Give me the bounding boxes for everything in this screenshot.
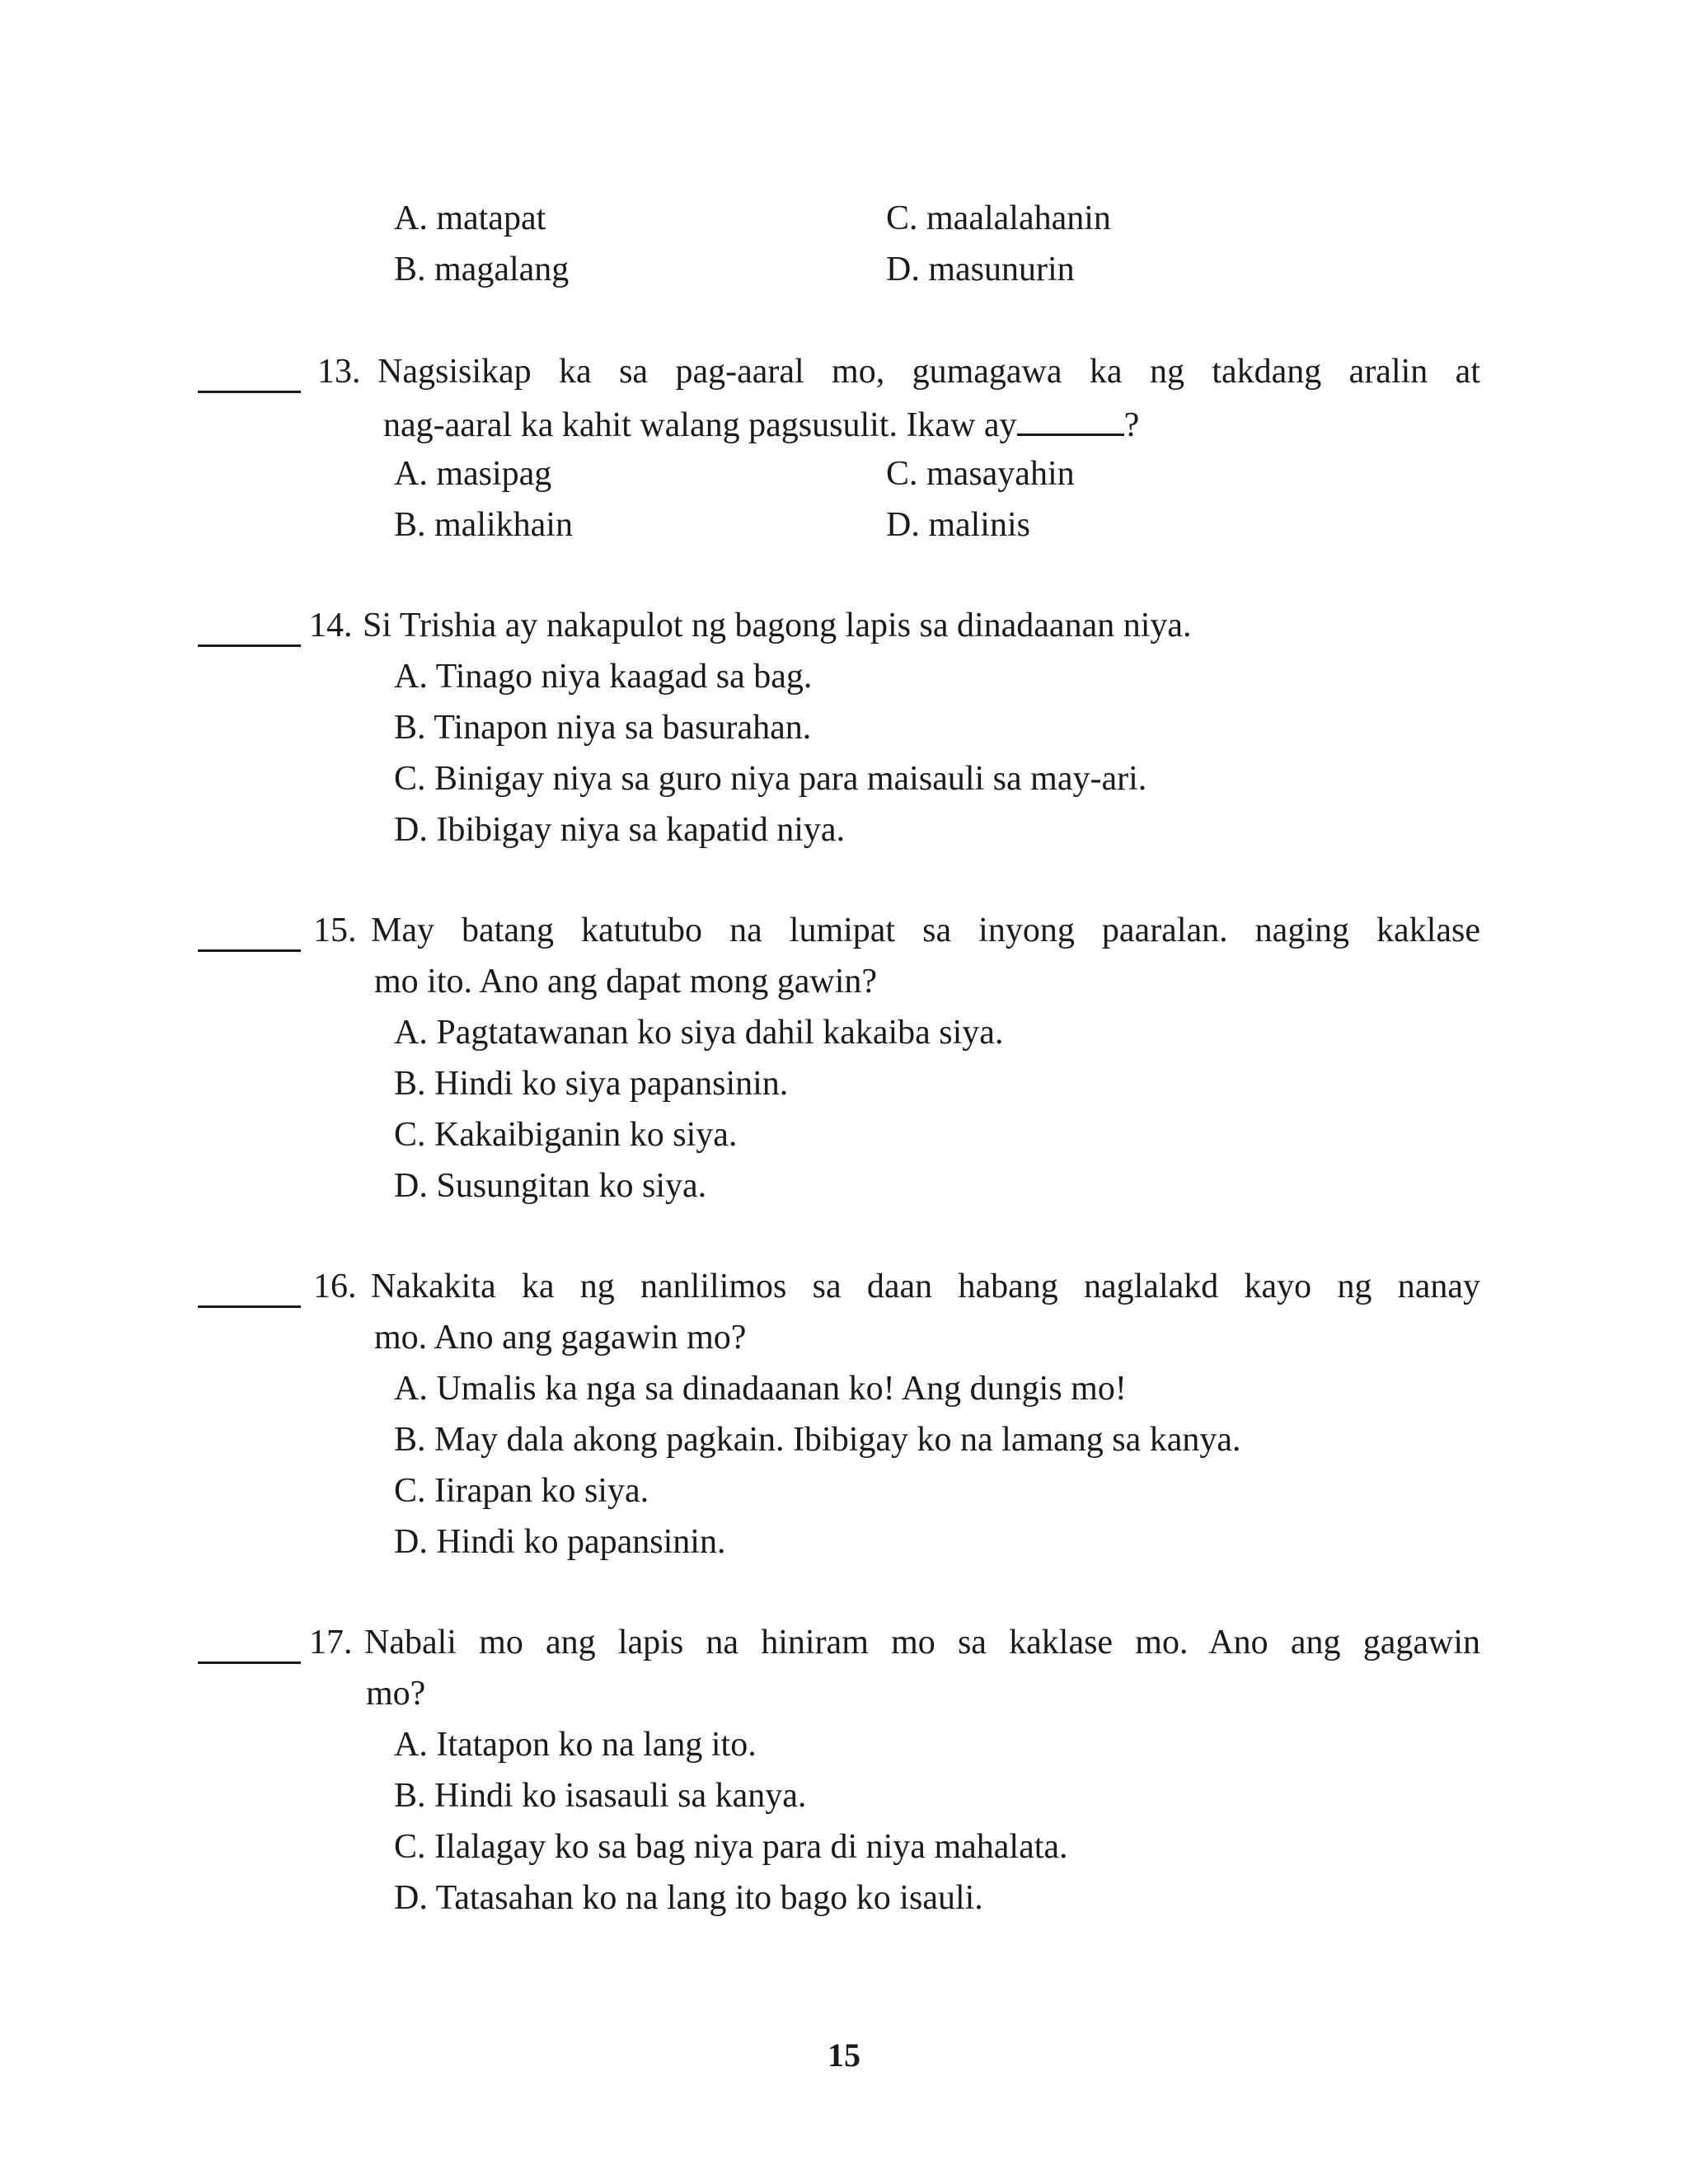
question-text: Nagsisikap ka sa pag-aaral mo, gumagawa ka ng takdang aralin at — [377, 353, 1480, 391]
question-number: 15. — [313, 912, 357, 949]
option-d: D. Hindi ko papansinin. — [394, 1523, 726, 1561]
question-number: 16. — [313, 1268, 357, 1305]
option-c: C. masayahin — [886, 455, 1075, 493]
question-text: Nakakita ka ng nanlilimos sa daan habang naglalakd kayo ng nanay — [371, 1268, 1480, 1305]
option-b: B. May dala akong pagkain. Ibibigay ko na lamang sa kanya. — [394, 1421, 1241, 1459]
question-text: May batang katutubo na lumipat sa inyong paaralan. naging kaklase — [371, 912, 1480, 949]
option-d: D. Susungitan ko siya. — [394, 1167, 707, 1205]
option-d: D. Ibibigay niya sa kapatid niya. — [394, 811, 846, 849]
option-c: C. Binigay niya sa guro niya para maisauli sa may-ari. — [394, 760, 1147, 798]
option-a: A. Pagtatawanan ko siya dahil kakaiba siya. — [394, 1014, 1004, 1052]
answer-blank[interactable] — [198, 644, 301, 647]
option-b: B. Hindi ko isasauli sa kanya. — [394, 1777, 807, 1815]
question-text-continued: mo. Ano ang gagawin mo? — [374, 1319, 747, 1357]
question-number: 13. — [317, 353, 361, 391]
question-text-continued: mo? — [366, 1675, 426, 1713]
option-a: A. Tinago niya kaagad sa bag. — [394, 658, 813, 696]
answer-blank[interactable] — [198, 391, 301, 393]
option-d: D. masunurin — [886, 251, 1075, 288]
option-c: C. maalalahanin — [886, 199, 1111, 237]
option-d: D. malinis — [886, 506, 1030, 544]
question-text: Si Trishia ay nakapulot ng bagong lapis sa dinadaanan niya. — [363, 607, 1192, 644]
inline-blank — [1017, 397, 1124, 436]
question-text-continued — [383, 397, 1139, 451]
option-c: C. Iirapan ko siya. — [394, 1472, 649, 1510]
answer-blank[interactable] — [198, 1661, 301, 1664]
option-b: B. malikhain — [394, 506, 573, 544]
question-text: Nabali mo ang lapis na hiniram mo sa kaklase mo. Ano ang gagawin — [364, 1624, 1480, 1661]
option-b: B. Hindi ko siya papansinin. — [394, 1065, 789, 1103]
question-number: 14. — [309, 607, 353, 644]
question-text-before-blank: nag-aaral ka kahit walang pagsusulit. Ikaw ay — [383, 406, 1017, 444]
option-c: C. Kakaibiganin ko siya. — [394, 1116, 738, 1154]
option-a: A. Itatapon ko na lang ito. — [394, 1726, 757, 1764]
option-a: A. masipag — [394, 455, 552, 493]
page-number: 15 — [828, 2036, 860, 2074]
option-a: A. matapat — [394, 199, 546, 237]
option-a: A. Umalis ka nga sa dinadaanan ko! Ang dungis mo! — [394, 1370, 1127, 1408]
question-text-continued: mo ito. Ano ang dapat mong gawin? — [374, 963, 878, 1001]
option-d: D. Tatasahan ko na lang ito bago ko isauli. — [394, 1879, 983, 1917]
option-b: B. magalang — [394, 251, 570, 288]
answer-blank[interactable] — [198, 1305, 301, 1308]
option-b: B. Tinapon niya sa basurahan. — [394, 709, 812, 747]
question-number: 17. — [309, 1624, 353, 1661]
option-c: C. Ilalagay ko sa bag niya para di niya mahalata. — [394, 1828, 1068, 1866]
answer-blank[interactable] — [198, 949, 301, 952]
question-mark: ? — [1123, 406, 1140, 444]
